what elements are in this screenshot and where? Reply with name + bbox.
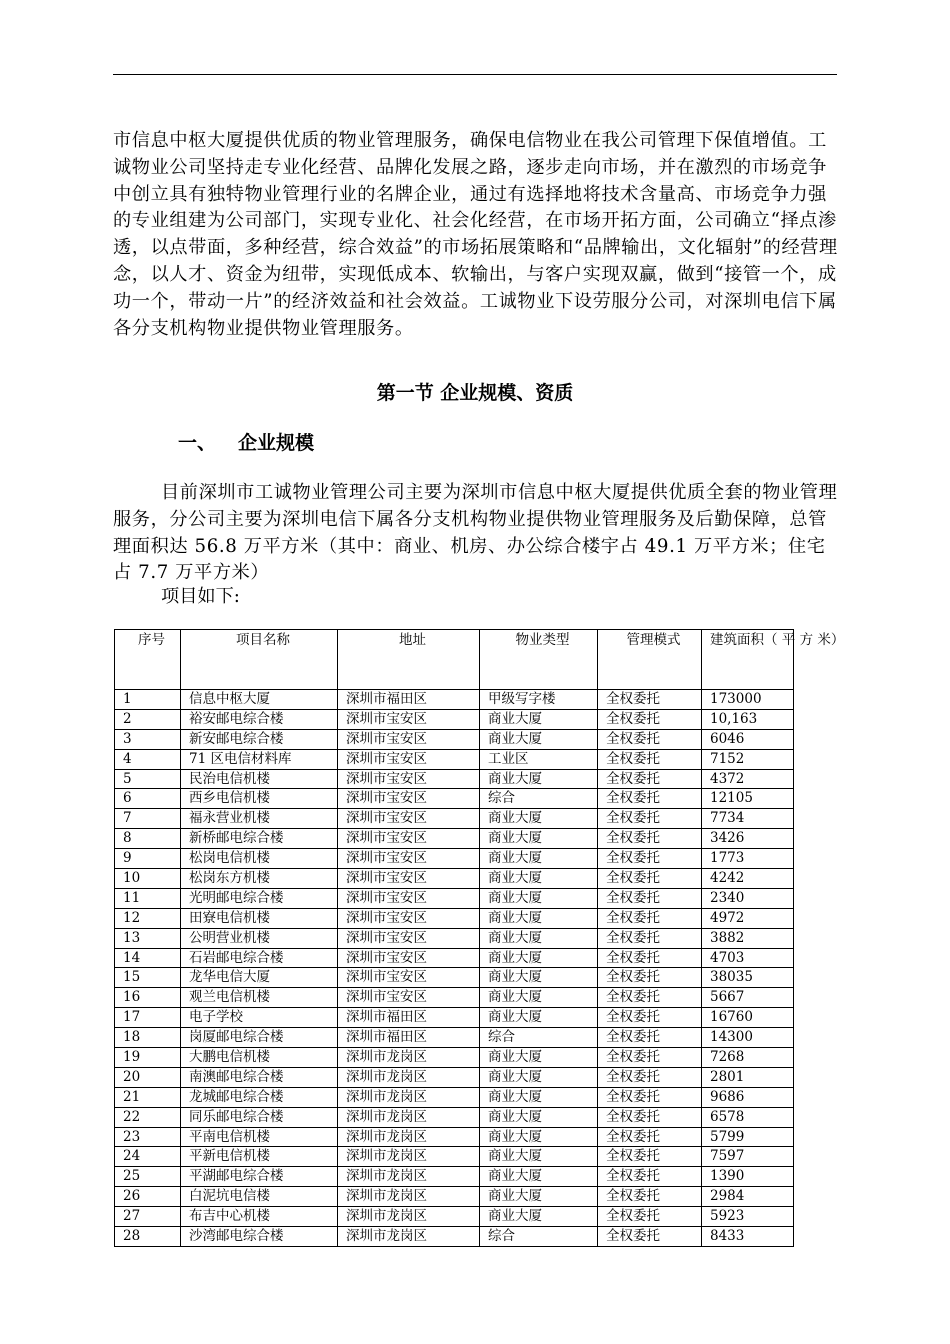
cell-type: 商业大厦: [480, 968, 598, 988]
table-row: [115, 869, 794, 889]
cell-mode: 全权委托: [598, 988, 702, 1008]
cell-type: 商业大厦: [480, 928, 598, 948]
cell-name: 大鹏电信机楼: [181, 1048, 338, 1068]
cell-mode: 全权委托: [598, 1048, 702, 1068]
scale-paragraph: 目前深圳市工诚物业管理公司主要为深圳市信息中枢大厦提供优质全套的物业管理服务，分公司主要为深圳电信下属各分支机构物业提供物业管理服务及后勤保障，总管理面积达 56.8 万平方米（其中：商业、机房、办公综合楼宇占 49.1 万平方米；住宅占 7.7 万平方米）: [113, 482, 838, 584]
table-row: [115, 809, 794, 829]
cell-type: 商业大厦: [480, 729, 598, 749]
cell-mode: 全权委托: [598, 690, 702, 710]
cell-no: 27: [115, 1207, 181, 1227]
table-row: [115, 749, 794, 769]
cell-address: 深圳市宝安区: [338, 908, 480, 928]
cell-no: 19: [115, 1048, 181, 1068]
cell-mode: 全权委托: [598, 928, 702, 948]
cell-name: 白泥坑电信楼: [181, 1187, 338, 1207]
cell-type: 甲级写字楼: [480, 690, 598, 710]
cell-mode: 全权委托: [598, 1028, 702, 1048]
cell-mode: 全权委托: [598, 1187, 702, 1207]
table-row: [115, 1067, 794, 1087]
cell-area: 5799: [702, 1127, 794, 1147]
cell-no: 8: [115, 829, 181, 849]
cell-type: 商业大厦: [480, 1207, 598, 1227]
cell-area: 3426: [702, 829, 794, 849]
cell-address: 深圳市龙岗区: [338, 1048, 480, 1068]
cell-mode: 全权委托: [598, 729, 702, 749]
table-row: [115, 1087, 794, 1107]
cell-type: 工业区: [480, 749, 598, 769]
table-row: [115, 1147, 794, 1167]
table-row: [115, 789, 794, 809]
cell-area: 3882: [702, 928, 794, 948]
cell-no: 6: [115, 789, 181, 809]
cell-type: 商业大厦: [480, 829, 598, 849]
cell-name: 龙华电信大厦: [181, 968, 338, 988]
cell-type: 商业大厦: [480, 709, 598, 729]
cell-area: 173000: [702, 690, 794, 710]
cell-area: 5667: [702, 988, 794, 1008]
header-mode: 管理模式: [598, 630, 702, 690]
cell-type: 综合: [480, 1227, 598, 1247]
header-area: 建筑面积（ 平 方 米）: [702, 630, 794, 690]
cell-address: 深圳市福田区: [338, 1028, 480, 1048]
cell-type: 商业大厦: [480, 1008, 598, 1028]
table-row: [115, 1028, 794, 1048]
cell-address: 深圳市宝安区: [338, 849, 480, 869]
header-type: 物业类型: [480, 630, 598, 690]
cell-address: 深圳市龙岗区: [338, 1087, 480, 1107]
cell-no: 22: [115, 1107, 181, 1127]
cell-no: 5: [115, 769, 181, 789]
cell-mode: 全权委托: [598, 1167, 702, 1187]
cell-area: 6578: [702, 1107, 794, 1127]
cell-area: 16760: [702, 1008, 794, 1028]
table-row: [115, 1167, 794, 1187]
cell-mode: 全权委托: [598, 789, 702, 809]
cell-type: 商业大厦: [480, 1147, 598, 1167]
cell-address: 深圳市宝安区: [338, 729, 480, 749]
cell-area: 8433: [702, 1227, 794, 1247]
cell-name: 同乐邮电综合楼: [181, 1107, 338, 1127]
cell-mode: 全权委托: [598, 1107, 702, 1127]
cell-area: 9686: [702, 1087, 794, 1107]
cell-name: 新桥邮电综合楼: [181, 829, 338, 849]
table-row: [115, 1048, 794, 1068]
cell-area: 7152: [702, 749, 794, 769]
subsection-heading: [178, 428, 314, 455]
cell-address: 深圳市宝安区: [338, 809, 480, 829]
cell-type: 综合: [480, 789, 598, 809]
cell-name: 观兰电信机楼: [181, 988, 338, 1008]
cell-no: 16: [115, 988, 181, 1008]
cell-no: 10: [115, 869, 181, 889]
cell-type: 商业大厦: [480, 1067, 598, 1087]
table-row: [115, 690, 794, 710]
cell-address: 深圳市龙岗区: [338, 1187, 480, 1207]
table-row: [115, 908, 794, 928]
cell-mode: 全权委托: [598, 1008, 702, 1028]
cell-address: 深圳市龙岗区: [338, 1067, 480, 1087]
cell-area: 7597: [702, 1147, 794, 1167]
cell-mode: 全权委托: [598, 809, 702, 829]
cell-mode: 全权委托: [598, 1067, 702, 1087]
table-row: [115, 948, 794, 968]
cell-area: 38035: [702, 968, 794, 988]
cell-address: 深圳市宝安区: [338, 869, 480, 889]
cell-no: 21: [115, 1087, 181, 1107]
cell-area: 7734: [702, 809, 794, 829]
cell-name: 电子学校: [181, 1008, 338, 1028]
cell-no: 12: [115, 908, 181, 928]
cell-no: 9: [115, 849, 181, 869]
cell-mode: 全权委托: [598, 888, 702, 908]
cell-mode: 全权委托: [598, 1127, 702, 1147]
cell-type: 商业大厦: [480, 849, 598, 869]
table-row: [115, 709, 794, 729]
table-row: [115, 988, 794, 1008]
table-header-row: [115, 630, 794, 690]
cell-no: 13: [115, 928, 181, 948]
cell-no: 24: [115, 1147, 181, 1167]
cell-area: 10,163: [702, 709, 794, 729]
cell-type: 商业大厦: [480, 888, 598, 908]
cell-mode: 全权委托: [598, 849, 702, 869]
table-row: [115, 1207, 794, 1227]
table-row: [115, 729, 794, 749]
cell-address: 深圳市宝安区: [338, 829, 480, 849]
cell-address: 深圳市宝安区: [338, 988, 480, 1008]
header-name: 项目名称: [181, 630, 338, 690]
cell-area: 4242: [702, 869, 794, 889]
cell-area: 2340: [702, 888, 794, 908]
cell-name: 岗厦邮电综合楼: [181, 1028, 338, 1048]
cell-address: 深圳市龙岗区: [338, 1227, 480, 1247]
cell-type: 商业大厦: [480, 1167, 598, 1187]
cell-no: 17: [115, 1008, 181, 1028]
cell-area: 1773: [702, 849, 794, 869]
cell-address: 深圳市宝安区: [338, 709, 480, 729]
cell-type: 商业大厦: [480, 1127, 598, 1147]
cell-type: 商业大厦: [480, 948, 598, 968]
cell-name: 龙城邮电综合楼: [181, 1087, 338, 1107]
cell-name: 平湖邮电综合楼: [181, 1167, 338, 1187]
cell-mode: 全权委托: [598, 829, 702, 849]
cell-address: 深圳市宝安区: [338, 948, 480, 968]
cell-no: 28: [115, 1227, 181, 1247]
cell-no: 3: [115, 729, 181, 749]
header-rule: [113, 74, 837, 75]
cell-type: 商业大厦: [480, 769, 598, 789]
section-title: 第一节 企业规模、资质: [376, 382, 574, 404]
cell-name: 裕安邮电综合楼: [181, 709, 338, 729]
subsection-number: 一、: [178, 432, 217, 454]
cell-type: 商业大厦: [480, 1048, 598, 1068]
table-row: [115, 829, 794, 849]
cell-name: 新安邮电综合楼: [181, 729, 338, 749]
cell-address: 深圳市宝安区: [338, 749, 480, 769]
cell-type: 商业大厦: [480, 809, 598, 829]
cell-mode: 全权委托: [598, 968, 702, 988]
cell-address: 深圳市宝安区: [338, 928, 480, 948]
cell-type: 商业大厦: [480, 1087, 598, 1107]
cell-address: 深圳市宝安区: [338, 968, 480, 988]
cell-area: 4703: [702, 948, 794, 968]
cell-area: 4372: [702, 769, 794, 789]
table-row: [115, 769, 794, 789]
table-row: [115, 1107, 794, 1127]
cell-type: 商业大厦: [480, 869, 598, 889]
cell-area: 7268: [702, 1048, 794, 1068]
table-row: [115, 1127, 794, 1147]
cell-name: 西乡电信机楼: [181, 789, 338, 809]
cell-mode: 全权委托: [598, 1227, 702, 1247]
cell-area: 4972: [702, 908, 794, 928]
cell-mode: 全权委托: [598, 749, 702, 769]
table-row: [115, 968, 794, 988]
projects-table: [114, 629, 845, 1247]
cell-address: 深圳市龙岗区: [338, 1167, 480, 1187]
cell-no: 7: [115, 809, 181, 829]
cell-no: 26: [115, 1187, 181, 1207]
cell-address: 深圳市龙岗区: [338, 1207, 480, 1227]
cell-mode: 全权委托: [598, 1207, 702, 1227]
cell-area: 6046: [702, 729, 794, 749]
cell-mode: 全权委托: [598, 709, 702, 729]
cell-name: 松岗电信机楼: [181, 849, 338, 869]
cell-area: 14300: [702, 1028, 794, 1048]
cell-area: 2801: [702, 1067, 794, 1087]
table-body: [115, 690, 794, 1247]
cell-mode: 全权委托: [598, 769, 702, 789]
cell-name: 平南电信机楼: [181, 1127, 338, 1147]
cell-no: 25: [115, 1167, 181, 1187]
subsection-title: 企业规模: [238, 432, 315, 454]
intro-paragraph: 市信息中枢大厦提供优质的物业管理服务，确保电信物业在我公司管理下保值增值。工诚物业公司坚持走专业化经营、品牌化发展之路，逐步走向市场，并在激烈的市场竞争中创立具有独特物业管理行业的名牌企业，通过有选择地将技术含量高、市场竞争力强的专业组建为公司部门，实现专业化、社会化经营，在市场开拓方面，公司确立“择点渗透，以点带面，多种经营，综合效益”的市场拓展策略和“品牌输出，文化辐射”的经营理念，以人才、资金为纽带，实现低成本、软输出，与客户实现双赢，做到“接管一个，成功一个，带动一片”的经济效益和社会效益。工诚物业下设劳服分公司，对深圳电信下属各分支机构物业提供物业管理服务。: [113, 130, 838, 339]
cell-no: 14: [115, 948, 181, 968]
cell-no: 4: [115, 749, 181, 769]
cell-address: 深圳市宝安区: [338, 769, 480, 789]
table-row: [115, 928, 794, 948]
cell-no: 2: [115, 709, 181, 729]
cell-no: 15: [115, 968, 181, 988]
cell-name: 信息中枢大厦: [181, 690, 338, 710]
cell-no: 1: [115, 690, 181, 710]
cell-address: 深圳市宝安区: [338, 888, 480, 908]
cell-mode: 全权委托: [598, 1147, 702, 1167]
cell-type: 商业大厦: [480, 988, 598, 1008]
cell-name: 福永营业机楼: [181, 809, 338, 829]
cell-no: 20: [115, 1067, 181, 1087]
header-address: 地址: [338, 630, 480, 690]
cell-name: 71 区电信材料库: [181, 749, 338, 769]
cell-name: 平新电信机楼: [181, 1147, 338, 1167]
cell-no: 18: [115, 1028, 181, 1048]
cell-address: 深圳市龙岗区: [338, 1127, 480, 1147]
cell-name: 南澳邮电综合楼: [181, 1067, 338, 1087]
cell-type: 商业大厦: [480, 908, 598, 928]
cell-area: 12105: [702, 789, 794, 809]
cell-type: 综合: [480, 1028, 598, 1048]
cell-address: 深圳市龙岗区: [338, 1107, 480, 1127]
cell-mode: 全权委托: [598, 1087, 702, 1107]
cell-mode: 全权委托: [598, 869, 702, 889]
header-no: 序号: [115, 630, 181, 690]
cell-name: 民治电信机楼: [181, 769, 338, 789]
cell-area: 2984: [702, 1187, 794, 1207]
cell-name: 布吉中心机楼: [181, 1207, 338, 1227]
table-row: [115, 888, 794, 908]
cell-mode: 全权委托: [598, 948, 702, 968]
cell-area: 1390: [702, 1167, 794, 1187]
cell-name: 光明邮电综合楼: [181, 888, 338, 908]
cell-type: 商业大厦: [480, 1187, 598, 1207]
cell-name: 松岗东方机楼: [181, 869, 338, 889]
cell-no: 11: [115, 888, 181, 908]
cell-type: 商业大厦: [480, 1107, 598, 1127]
table-row: [115, 849, 794, 869]
table-row: [115, 1187, 794, 1207]
cell-address: 深圳市福田区: [338, 690, 480, 710]
projects-label: 项目如下:: [161, 586, 240, 607]
table-row: [115, 1008, 794, 1028]
cell-mode: 全权委托: [598, 908, 702, 928]
cell-address: 深圳市宝安区: [338, 789, 480, 809]
cell-name: 田寮电信机楼: [181, 908, 338, 928]
cell-address: 深圳市龙岗区: [338, 1147, 480, 1167]
cell-area: 5923: [702, 1207, 794, 1227]
cell-name: 石岩邮电综合楼: [181, 948, 338, 968]
cell-name: 公明营业机楼: [181, 928, 338, 948]
cell-no: 23: [115, 1127, 181, 1147]
cell-address: 深圳市福田区: [338, 1008, 480, 1028]
cell-name: 沙湾邮电综合楼: [181, 1227, 338, 1247]
table-row: [115, 1227, 794, 1247]
